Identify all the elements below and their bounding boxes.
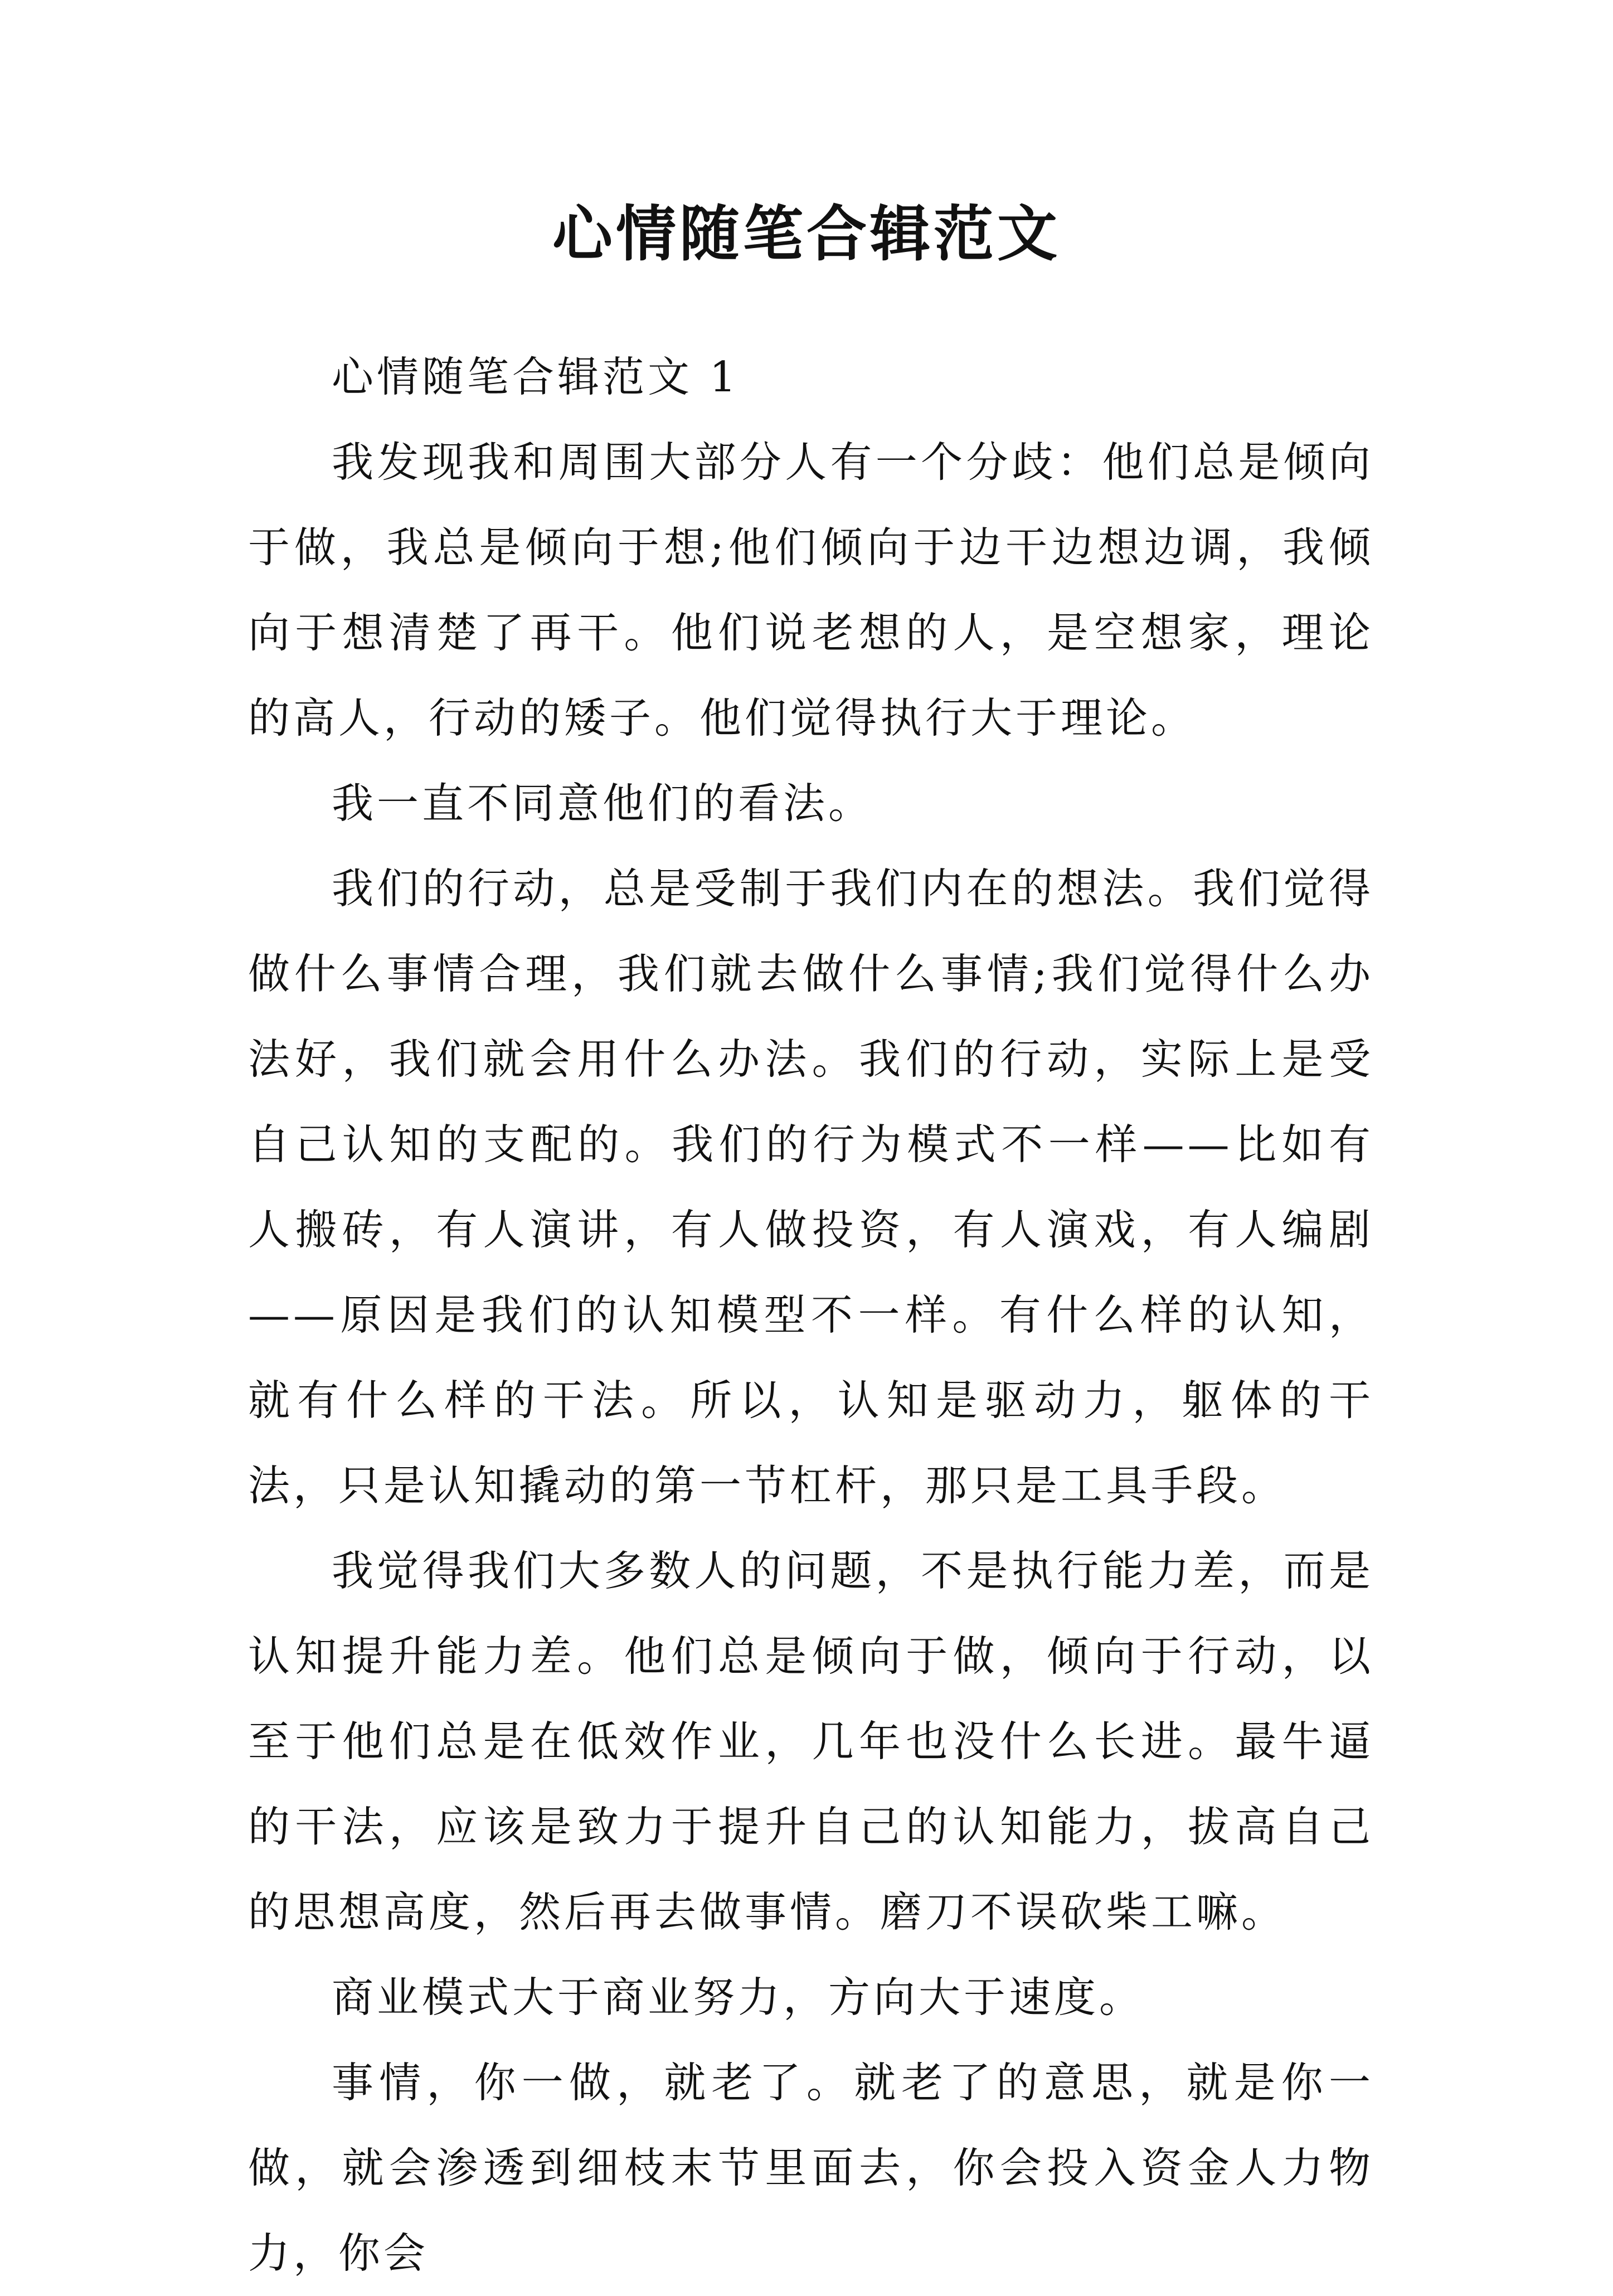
section-heading: 心情随笔合辑范文 1 (332, 352, 740, 401)
document-body (248, 334, 1374, 2296)
paragraph: 我们的行动，总是受制于我们内在的想法。我们觉得做什么事情合理，我们就去做什么事情;我们觉得什么办法好，我们就会用什么办法。我们的行动，实际上是受自己认知的支配的。我们的行为模式不一样——比如有人搬砖，有人演讲，有人做投资，有人演戏，有人编剧——原因是我们的认知模型不一样。有什么样的认知，就有什么样的干法。所以，认知是驱动力，躯体的干法，只是认知撬动的第一节杠杆，那只是工具手段。 (248, 864, 1374, 1510)
paragraph: 事情，你一做，就老了。就老了的意思，就是你一做，就会渗透到细枝末节里面去，你会投入资金人力物力，你会 (248, 2058, 1374, 2278)
paragraph: 我发现我和周围大部分人有一个分歧：他们总是倾向于做，我总是倾向于想;他们倾向于边干边想边调，我倾向于想清楚了再干。他们说老想的人，是空想家，理论的高人，行动的矮子。他们觉得执行大于理论。 (248, 438, 1374, 742)
paragraph: 我觉得我们大多数人的问题，不是执行能力差，而是认知提升能力差。他们总是倾向于做，倾向于行动，以至于他们总是在低效作业，几年也没什么长进。最牛逼的干法，应该是致力于提升自己的认知能力，拔高自己的思想高度，然后再去做事情。磨刀不误砍柴工嘛。 (248, 1546, 1374, 1936)
document-title: 心情随笔合辑范文 (552, 199, 1061, 269)
paragraph: 我一直不同意他们的看法。 (332, 779, 874, 828)
paragraph: 商业模式大于商业努力，方向大于速度。 (332, 1973, 1145, 2022)
